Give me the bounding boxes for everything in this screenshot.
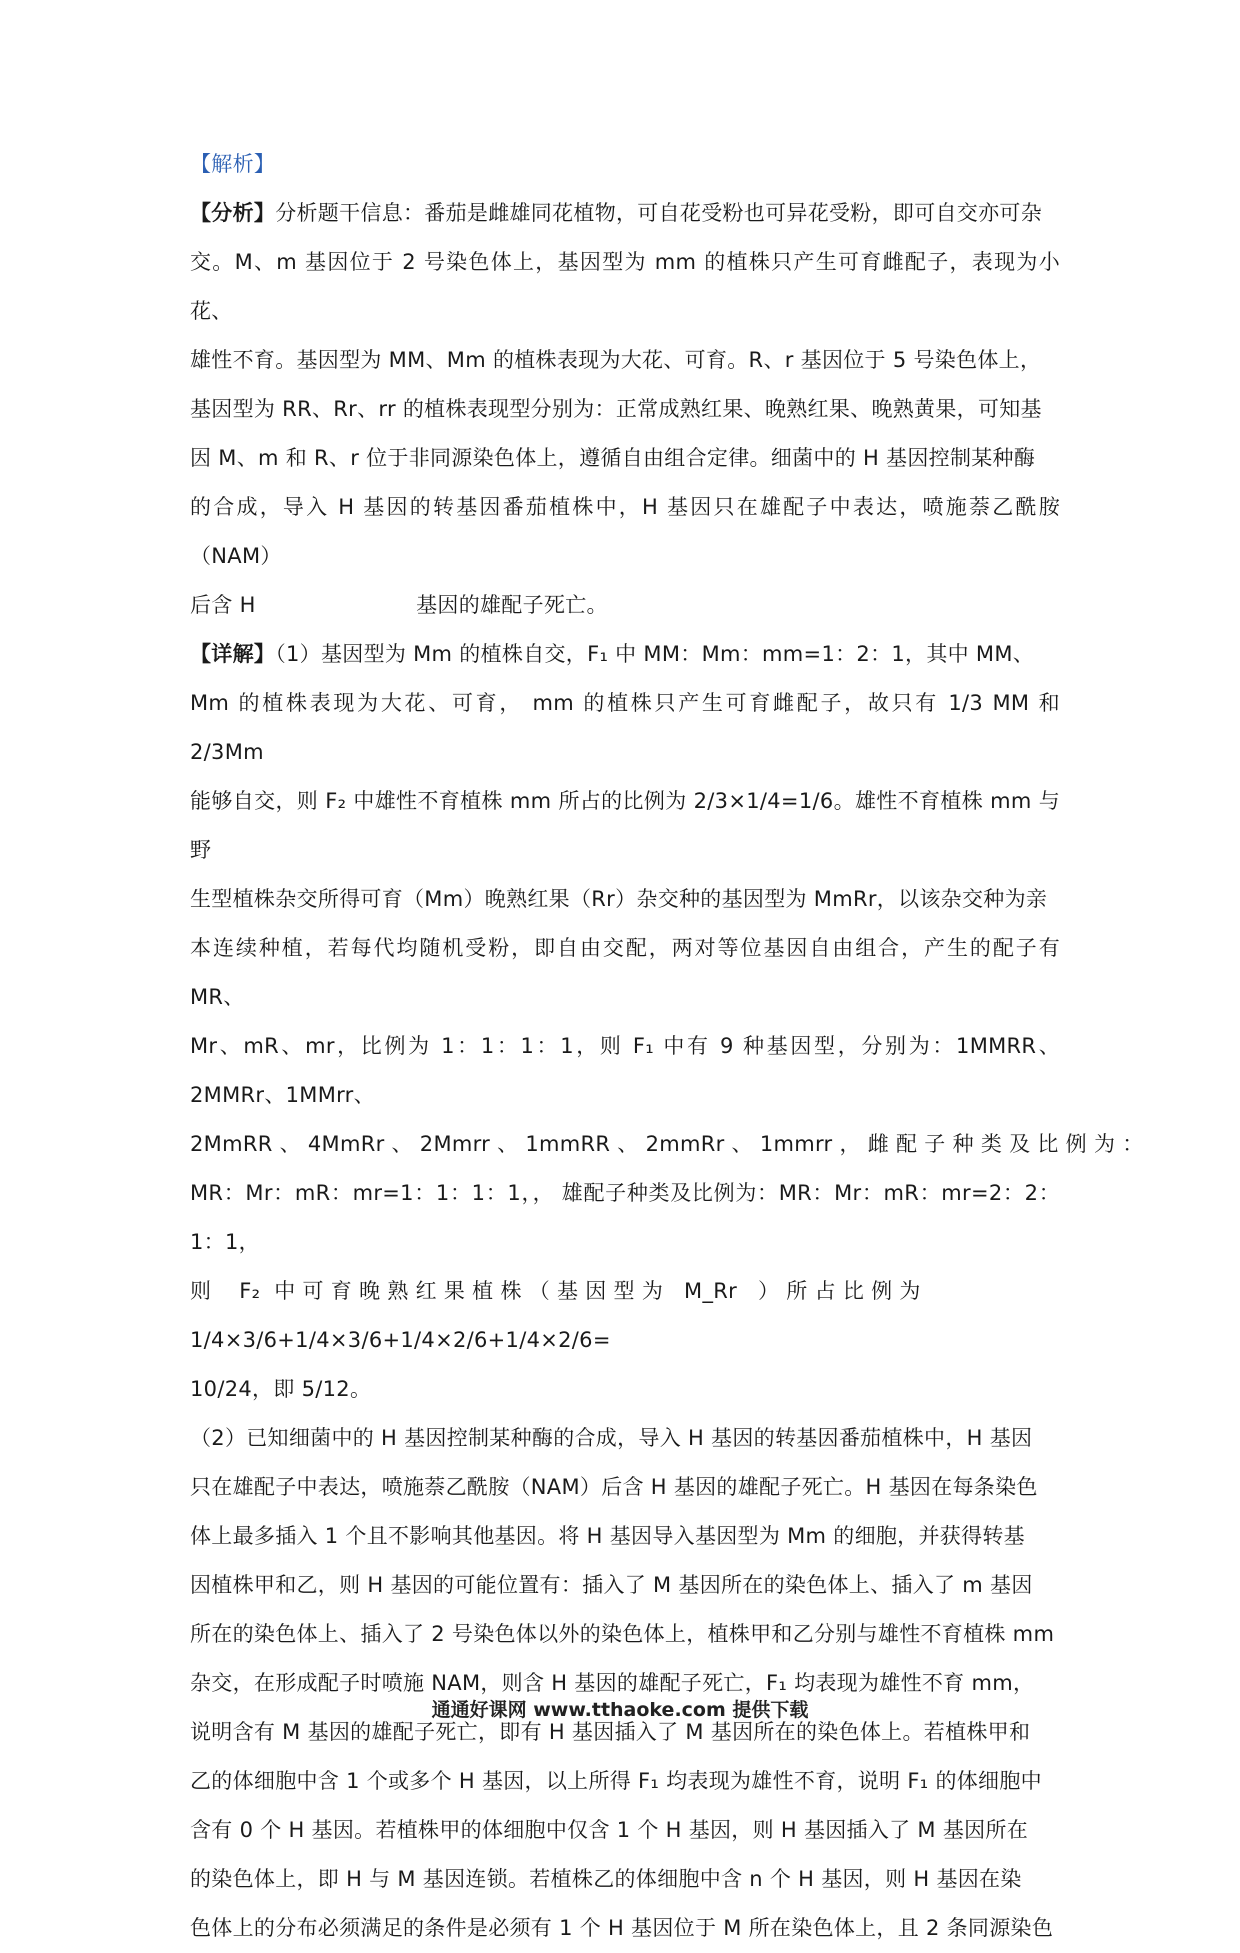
part2-line-5: 所在的染色体上、插入了 2 号染色体以外的染色体上，植株甲和乙分别与雄性不育植株 mm	[190, 1622, 1055, 1646]
part2-line-9: 含有 0 个 H 基因。若植株甲的体细胞中仅含 1 个 H 基因，则 H 基因插入了 M 基因所在	[190, 1818, 1029, 1842]
part2-line-6: 杂交，在形成配子时喷施 NAM，则含 H 基因的雄配子死亡，F₁ 均表现为雄性不育 mm，	[190, 1671, 1035, 1695]
part2-line-11: 色体上的分布必须满足的条件是必须有 1 个 H 基因位于 M 所在染色体上，且 2 条同源染色	[190, 1916, 1054, 1940]
section-heading: 【解析】	[190, 152, 276, 176]
analysis-paragraph	[190, 189, 1060, 630]
detail-paragraph	[190, 630, 1144, 1414]
detail-line-2: Mm 的植株表现为大花、可育， mm 的植株只产生可育雌配子，故只有 1/3 MM 和 2/3Mm	[190, 691, 1060, 764]
analysis-line-4: 基因型为 RR、Rr、rr 的植株表现型分别为：正常成熟红果、晚熟红果、晚熟黄果，可知基	[190, 397, 1042, 421]
part2-line-2: 只在雄配子中表达，喷施萘乙酰胺（NAM）后含 H 基因的雄配子死亡。H 基因在每条染色	[190, 1475, 1038, 1499]
analysis-line-1: 【分析】分析题干信息：番茄是雌雄同花植物，可自花受粉也可异花受粉，即可自交亦可杂	[190, 201, 1042, 225]
detail-line-6: Mr、mR、mr，比例为 1：1：1：1，则 F₁ 中有 9 种基因型，分别为：1MMRR、2MMRr、1MMrr、	[190, 1034, 1060, 1107]
detail-line-4: 生型植株杂交所得可育（Mm）晚熟红果（Rr）杂交种的基因型为 MmRr，以该杂交种为亲	[190, 887, 1048, 911]
detail-line-9: 则 F₂ 中 可 育 晚 熟 红 果 植 株 （ 基 因 型 为 M_Rr ） 所 占 比 例 为	[190, 1279, 921, 1303]
detail-line-10: 1/4×3/6+1/4×3/6+1/4×2/6+1/4×2/6=	[190, 1328, 611, 1352]
detail-label: 【详解】	[190, 642, 276, 666]
analysis-line-6: 的合成，导入 H 基因的转基因番茄植株中，H 基因只在雄配子中表达，喷施萘乙酰胺（NAM）	[190, 495, 1060, 568]
part2-line-1: （2）已知细菌中的 H 基因控制某种酶的合成，导入 H 基因的转基因番茄植株中，H 基因	[190, 1426, 1033, 1450]
analysis-line-2: 交。M、m 基因位于 2 号染色体上，基因型为 mm 的植株只产生可育雌配子，表现为小花、	[190, 250, 1060, 323]
part2-line-10: 的染色体上，即 H 与 M 基因连锁。若植株乙的体细胞中含 n 个 H 基因，则 H 基因在染	[190, 1867, 1022, 1891]
part2-line-8: 乙的体细胞中含 1 个或多个 H 基因，以上所得 F₁ 均表现为雄性不育，说明 F₁ 的体细胞中	[190, 1769, 1042, 1793]
detail-line-11: 10/24，即 5/12。	[190, 1377, 372, 1401]
part2-line-3: 体上最多插入 1 个且不影响其他基因。将 H 基因导入基因型为 Mm 的细胞，并获得转基	[190, 1524, 1025, 1548]
detail-line-3: 能够自交，则 F₂ 中雄性不育植株 mm 所占的比例为 2/3×1/4=1/6。雄性不育植株 mm 与野	[190, 789, 1060, 862]
document-body	[190, 140, 1144, 1953]
part2-paragraph	[190, 1414, 1060, 1953]
part2-line-4: 因植株甲和乙，则 H 基因的可能位置有：插入了 M 基因所在的染色体上、插入了 m 基因	[190, 1573, 1033, 1597]
detail-line-7: 2MmRR 、 4MmRr 、 2Mmrr 、 1mmRR 、 2mmRr 、 1mmrr ， 雌 配 子 种 类 及 比 例 为 ：	[190, 1132, 1144, 1156]
analysis-line-7: 后含 H 基因的雄配子死亡。	[190, 593, 608, 617]
analysis-line-5: 因 M、m 和 R、r 位于非同源染色体上，遵循自由组合定律。细菌中的 H 基因控制某种酶	[190, 446, 1036, 470]
analysis-label: 【分析】	[190, 201, 276, 225]
part2-line-7: 说明含有 M 基因的雄配子死亡，即有 H 基因插入了 M 基因所在的染色体上。若植株甲和	[190, 1720, 1031, 1744]
detail-line-5: 本连续种植，若每代均随机受粉，即自由交配，两对等位基因自由组合，产生的配子有 MR、	[190, 936, 1060, 1009]
page-footer: 通通好课网 www.tthaoke.com 提供下载	[431, 1699, 809, 1721]
detail-line-8: MR：Mr：mR：mr=1：1：1：1，， 雄配子种类及比例为：MR：Mr：mR：mr=2：2：1：1，	[190, 1181, 1060, 1254]
analysis-line-3: 雄性不育。基因型为 MM、Mm 的植株表现为大花、可育。R、r 基因位于 5 号染色体上，	[190, 348, 1042, 372]
detail-line-1: 【详解】（1）基因型为 Mm 的植株自交，F₁ 中 MM：Mm：mm=1：2：1，其中 MM、	[190, 642, 1035, 666]
